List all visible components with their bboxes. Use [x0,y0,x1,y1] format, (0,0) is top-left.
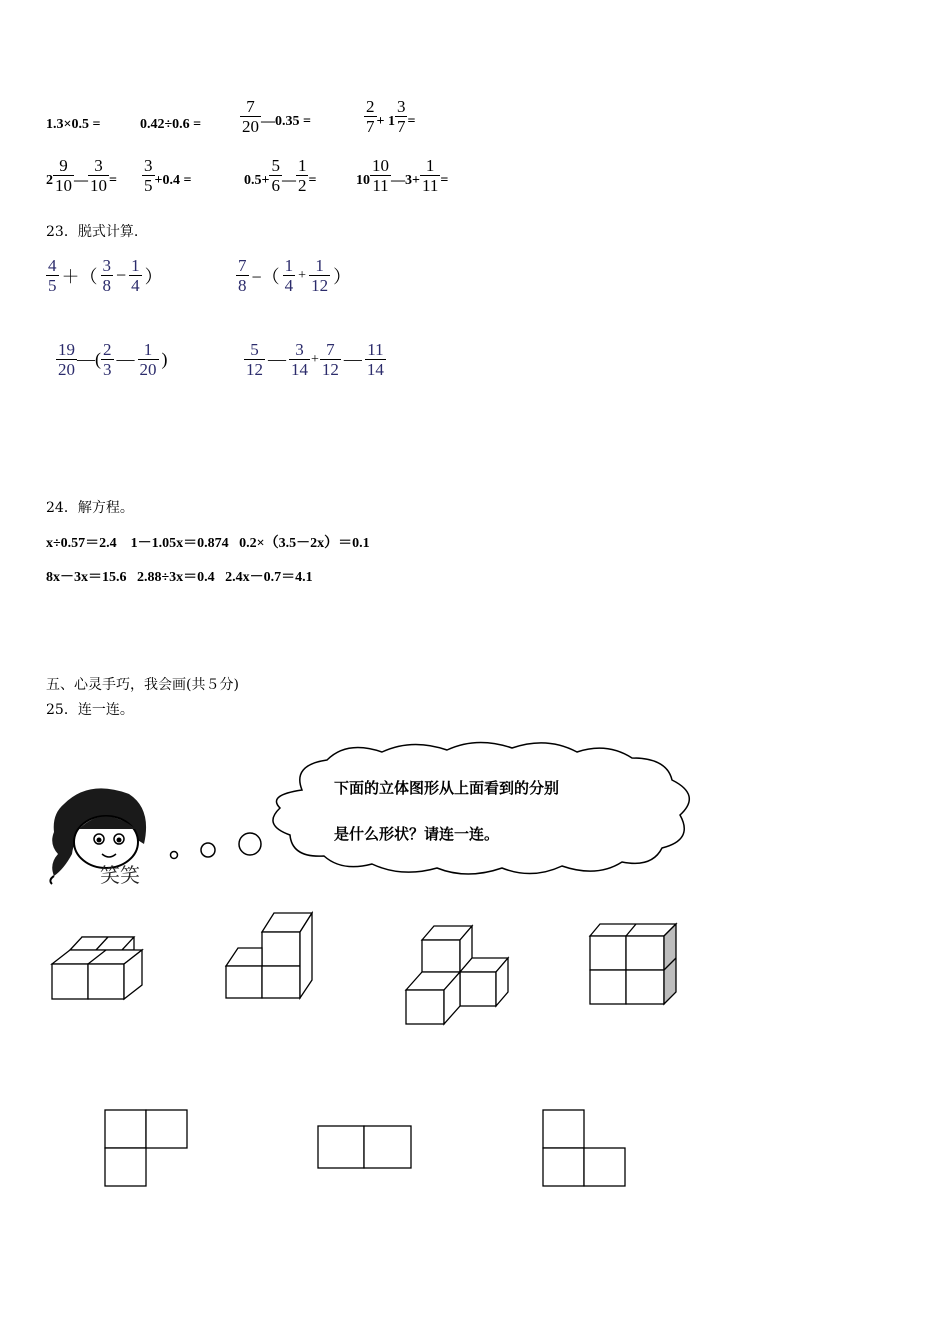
fraction: $\frac{5}{6}$ [271,156,280,195]
q25-title: 25．连一连。 [46,702,134,718]
fraction: $\frac{2}{7}$ [366,97,375,136]
cloud-text-line-1: 下面的立体图形从上面看到的分别 [334,779,560,797]
fraction: $\frac{5}{12}$ [246,340,263,379]
fraction: $\frac{3}{5}$ [144,156,153,195]
fraction: $\frac{1}{12}$ [311,256,329,295]
q24-title: 24．解方程。 [46,500,134,516]
q24-equations-line-1: x÷0.57＝2.4 1－1.05x＝0.874 0.2×（3.5－2x）＝0.1 [46,536,370,551]
q23-expr-1: $\frac{4}{5}$ ＋（ $\frac{3}{8}$ − $\frac{1}{4}$ ） [48,256,163,295]
calc-1-3x0-5: 1.3×0.5 = [46,117,101,132]
solid-figure-1 [50,932,150,1004]
top-view-shape-3 [542,1109,628,1189]
fraction: $\frac{9}{10}$ [55,156,72,195]
calc-0-5-plus-5-6-minus-1-2: 0.5+ $\frac{5}{6}$ — $\frac{1}{2}$ = [244,156,317,195]
calc-0-42div0-6: 0.42÷0.6 = [140,117,202,132]
calc-10-10-11-minus-3-plus-1-11: 10 $\frac{10}{11}$ —3+ $\frac{1}{11}$ = [356,156,449,195]
girl-xiaoxiao-illustration [44,784,164,889]
q23-expr-4: $\frac{5}{12}$ — $\frac{3}{14}$ + $\frac{7}{12}$ — $\frac{11}{14}$ [246,340,384,379]
girl-label: 笑笑 [100,863,140,887]
fraction: $\frac{3}{8}$ [102,256,111,295]
top-view-shape-2 [317,1125,415,1171]
q24-equations-line-2: 8x－3x＝15.6 2.88÷3x＝0.4 2.4x－0.7＝4.1 [46,570,313,585]
fraction: $\frac{7}{8}$ [238,256,247,295]
fraction: $\frac{1}{2}$ [297,156,307,195]
fraction: $\frac{4}{5}$ [48,256,57,295]
calc-2-9-10-minus-3-10: 2 $\frac{9}{10}$ — $\frac{3}{10}$ = [46,156,117,195]
q23-title: 23．脱式计算. [46,224,139,240]
fraction: $\frac{3}{7}$ [396,97,406,136]
section-5-title: 五、心灵手巧，我会画(共５分) [46,677,239,693]
fraction: $\frac{3}{10}$ [90,156,107,195]
top-view-shape-1 [104,1109,188,1189]
q23-expr-2: $\frac{7}{8}$ −（ $\frac{1}{4}$ + $\frac{1}{12}$ ） [238,256,352,295]
solid-figure-3 [404,924,514,1028]
q23-expr-3: $\frac{19}{20}$ —( $\frac{2}{3}$ — $\frac{1}{20}$ ) [58,340,168,379]
fraction: $\frac{1}{11}$ [421,156,439,195]
fraction: $\frac{2}{3}$ [103,340,112,379]
fraction: $\frac{7}{20}$ [242,97,259,136]
solid-figure-4 [588,922,683,1010]
fraction: $\frac{1}{20}$ [139,340,157,379]
calc-7-20-minus: $\frac{7}{20}$ —0.35 = [242,97,311,136]
fraction: $\frac{1}{4}$ [284,256,294,295]
fraction: $\frac{7}{12}$ [321,340,339,379]
calc-2-7-plus-1-3-7: $\frac{2}{7}$ + 1 $\frac{3}{7}$ = [366,97,416,136]
fraction: $\frac{3}{14}$ [291,340,308,379]
solid-figure-2 [224,910,319,1002]
fraction: $\frac{1}{4}$ [131,256,140,295]
fraction: $\frac{11}{14}$ [366,340,384,379]
thought-bubbles [165,830,265,870]
calc-3-5-plus-0-4: $\frac{3}{5}$ +0.4 = [144,156,192,195]
fraction: $\frac{10}{11}$ [372,156,389,195]
cloud-text-line-2: 是什么形状？请连一连。 [334,825,500,843]
thought-cloud [262,740,702,880]
fraction: $\frac{19}{20}$ [58,340,75,379]
